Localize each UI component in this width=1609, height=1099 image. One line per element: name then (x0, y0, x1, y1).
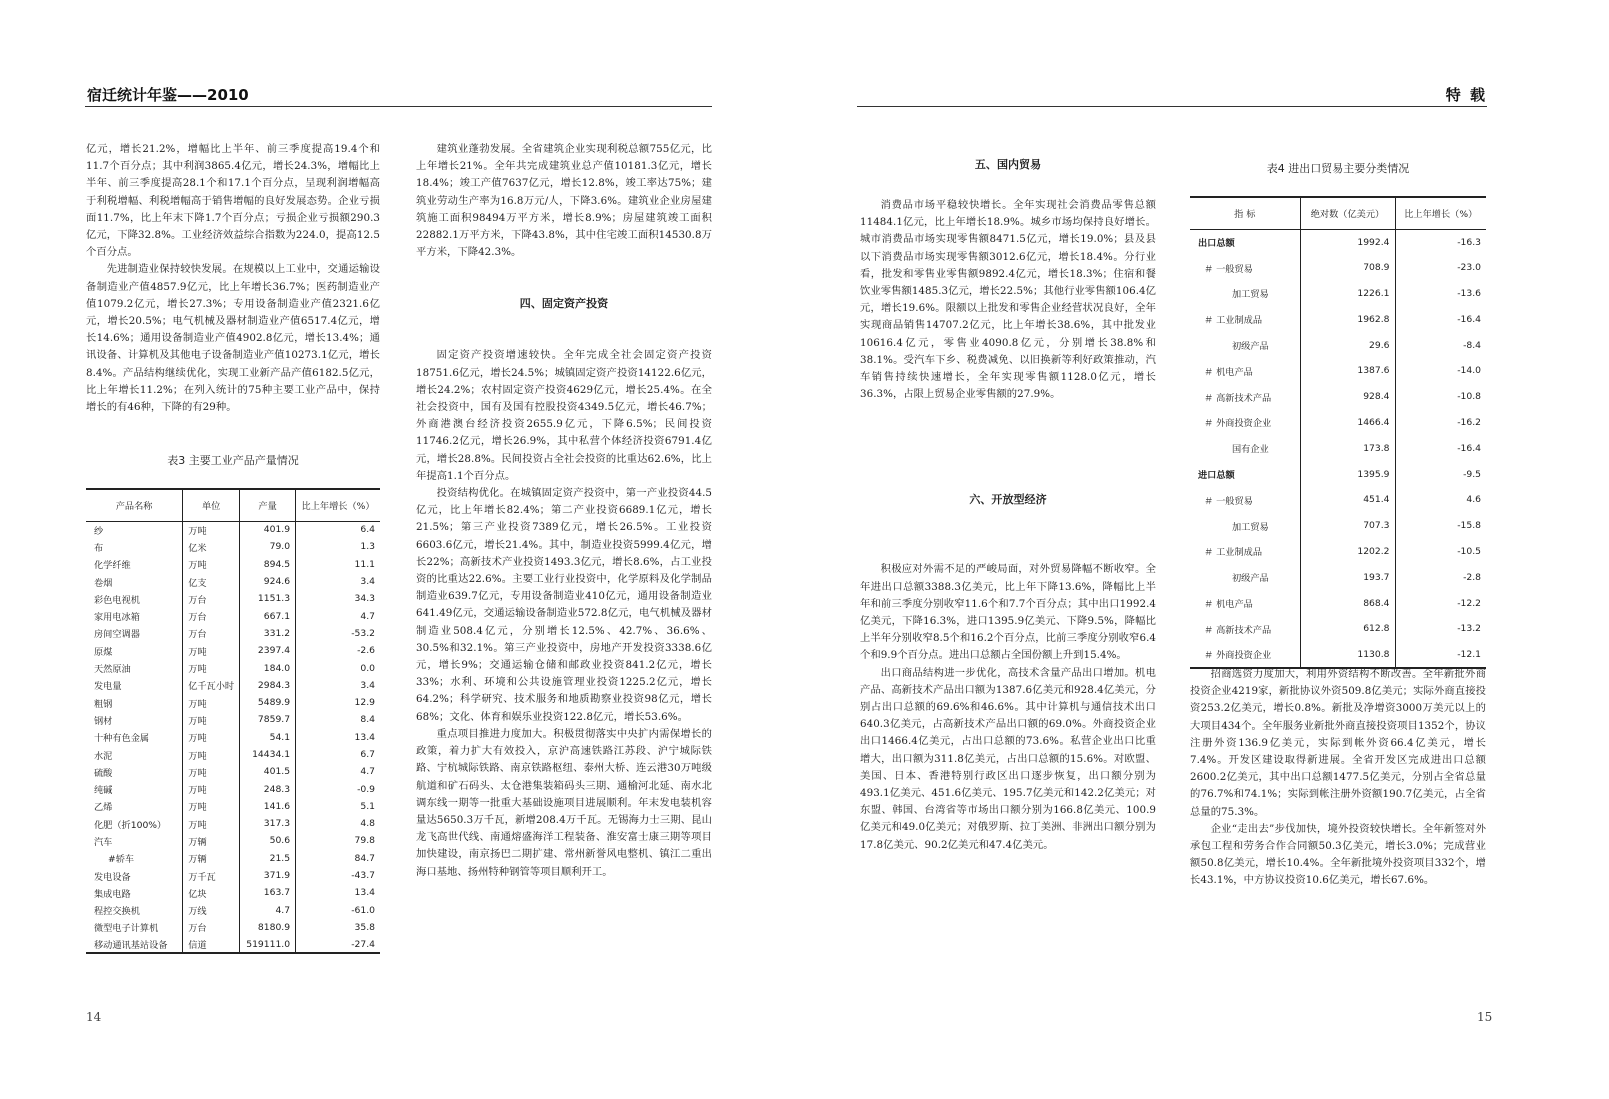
table-cell: 万辆 (183, 850, 240, 867)
table-cell: 1962.8 (1300, 306, 1395, 332)
table-cell: 微型电子计算机 (94, 923, 159, 935)
table-cell: -14.0 (1395, 358, 1486, 384)
left-column-2 (416, 141, 712, 881)
right-header-rule (857, 106, 1487, 107)
table-row (1190, 616, 1486, 642)
table-row (1190, 564, 1486, 590)
paragraph: 建筑业蓬勃发展。全省建筑企业实现利税总额755亿元，比上年增长21%。全年共完成建筑业总产值10181.3亿元，增长18.4%；竣工产值7637亿元，增长12.8%，竣工率达75%；建筑业劳动生产率为16.8万元/人，下降3.6%。建筑业企业房屋建筑施工面积98494万平方米，增长8.9%；房屋建筑竣工面积22882.1万平方米，下降43.8%，其中住宅竣工面积14530.8万平方米，下降42.3%。 (416, 143, 712, 259)
table-row (1190, 384, 1486, 410)
table-row (86, 607, 380, 624)
table-row (86, 746, 380, 763)
paragraph: 招商选资力度加大，利用外资结构不断改善。全年新批外商投资企业4219家，新批协议外资509.8亿美元；实际外商直接投资253.2亿美元，增长0.8%。新批及净增资3000万美元以上的大项目434个。全年服务业新批外商直接投资项目1352个，协议注册外资136.9亿美元，实际到帐外资66.4亿美元，增长7.4%。开发区建设取得新进展。全省开发区完成进出口总额2600.2亿美元，其中出口总额1477.5亿美元，分别占全省总量的76.7%和74.1%；实际到帐注册外资额190.7亿美元，占全省总量的75.3%。 (1190, 668, 1486, 818)
table-cell: -16.4 (1395, 306, 1486, 332)
table-cell: 万台 (183, 919, 240, 936)
table-cell: 34.3 (296, 590, 380, 607)
table-row (1190, 332, 1486, 358)
table-cell: 371.9 (240, 867, 296, 884)
table-row (1190, 255, 1486, 281)
left-column-1 (86, 141, 380, 416)
table-cell: 化学纤维 (94, 560, 131, 572)
table-row (86, 573, 380, 590)
table-cell: 布 (94, 542, 104, 554)
table3-header-cell: 产量 (240, 489, 296, 521)
table-cell: 401.9 (240, 521, 296, 538)
table-cell: 924.6 (240, 573, 296, 590)
paragraph: 重点项目推进力度加大。积极贯彻落实中央扩内需保增长的政策，着力扩大有效投入，京沪高速铁路江苏段、沪宁城际铁路、宁杭城际铁路、南京铁路枢纽、泰州大桥、连云港30万吨级航道和矿石码头、太仓港集装箱码头三期、通榆河北延、南水北调东线一期等一批重大基础设施项目进展顺利。年末发电装机容量达5650.3万千瓦，新增208.4万千瓦。无锡海力士三期、昆山龙飞高世代线、南通熔盛海洋工程装备、淮安富士康三期等项目加快建设，南京扬巴二期扩建、常州新誉风电整机、镇江二重出海口基地、扬州特种钢管等项目顺利开工。 (416, 727, 712, 878)
table-cell: 亿支 (183, 573, 240, 590)
table-cell: 2397.4 (240, 642, 296, 659)
table-cell: ＃ 机电产品 (1204, 599, 1253, 611)
table-cell: 万吨 (183, 746, 240, 763)
table-row (86, 763, 380, 780)
table-row (1190, 461, 1486, 487)
table-row (86, 642, 380, 659)
table-row (1190, 539, 1486, 565)
table-row (86, 832, 380, 849)
table-cell: 8.4 (296, 711, 380, 728)
table-cell: 8180.9 (240, 919, 296, 936)
table3-header-cell: 比上年增长（%） (296, 489, 380, 521)
paragraph: 企业“走出去”步伐加快，境外投资较快增长。全年新签对外承包工程和劳务合作合同额50.3亿美元，增长3.0%；完成营业额50.8亿美元，增长10.4%。全年新批境外投资项目332个，增长43.1%，中方协议投资10.6亿美元，增长67.6%。 (1190, 822, 1486, 887)
paragraph: 出口商品结构进一步优化，高技术含量产品出口增加。机电产品、高新技术产品出口额为1387.6亿美元和928.4亿美元，分别占出口总额的69.6%和46.6%。其中计算机与通信技术出口640.3亿美元，占高新技术产品出口额的69.0%。外商投资企业出口1466.4亿美元，占出口总额的73.6%。私营企业出口比重增大，出口额为311.8亿美元，占出口总额的15.6%。对欧盟、美国、日本、香港特别行政区出口逐步恢复，出口额分别为493.1亿美元、451.6亿美元、195.7亿美元和142.2亿美元；对东盟、韩国、台湾省等市场出口额分别为166.8亿美元、100.9亿美元和49.0亿美元；对俄罗斯、拉丁美洲、非洲出口额分别为17.8亿美元、90.2亿美元和47.4亿美元。 (860, 666, 1156, 851)
table-row (86, 798, 380, 815)
table-cell: 13.4 (296, 884, 380, 901)
table-cell: 万台 (183, 590, 240, 607)
table-cell: 初级产品 (1232, 341, 1269, 353)
table-cell: 928.4 (1300, 384, 1395, 410)
table-cell: 信道 (183, 936, 240, 953)
table-cell: 原煤 (94, 646, 113, 658)
table-cell: 初级产品 (1232, 573, 1269, 585)
table-row (1190, 306, 1486, 332)
table-cell: 万吨 (183, 729, 240, 746)
table-cell: 万吨 (183, 711, 240, 728)
paragraph: 投资结构优化。在城镇固定资产投资中，第一产业投资44.5亿元，比上年增长82.4%；第二产业投资6689.1亿元，增长21.5%；第三产业投资7389亿元，增长26.5%。工业投资6603.6亿元，增长21.4%。其中，制造业投资5999.4亿元，增长22%；高新技术产业投资1493.3亿元，增长8.6%，占工业投资的比重达22.6%。主要工业行业投资中，化学原料及化学制品制造业639.7亿元，专用设备制造业410亿元，通用设备制造业641.49亿元，交通运输设备制造业572.8亿元，电气机械及器材制造业508.4亿元，分别增长12.5%、42.7%、36.6%、30.5%和32.1%。第三产业投资中，房地产开发投资3338.6亿元，增长9%；交通运输仓储和邮政业投资841.2亿元，增长33%；水利、环境和公共设施管理业投资1225.2亿元，增长64.2%；科学研究、技术服务和地质勘察业投资98亿元，增长68%；文化、体育和娱乐业投资122.8亿元，增长53.6%。 (416, 487, 712, 723)
table-row (86, 902, 380, 919)
table-cell: 亿块 (183, 884, 240, 901)
table-cell: 50.6 (240, 832, 296, 849)
table-cell: 248.3 (240, 780, 296, 797)
table-cell: 141.6 (240, 798, 296, 815)
table3-industrial-products (86, 488, 380, 954)
table3-header-cell: 产品名称 (86, 489, 183, 521)
table-cell: 1202.2 (1300, 539, 1395, 565)
table-cell: -12.1 (1395, 642, 1486, 668)
table-cell: 亿千瓦小时 (183, 677, 240, 694)
table-cell: 天然原油 (94, 664, 131, 676)
table-cell: 发电设备 (94, 871, 131, 883)
table-cell: 708.9 (1300, 255, 1395, 281)
table-row (86, 625, 380, 642)
table-cell: 29.6 (1300, 332, 1395, 358)
table-row (1190, 229, 1486, 255)
table-cell: 519111.0 (240, 936, 296, 953)
right-page (805, 0, 1609, 1099)
table3-header-cell: 单位 (183, 489, 240, 521)
table-cell: ＃ 机电产品 (1204, 366, 1253, 378)
table-cell: 0.0 (296, 659, 380, 676)
section5-title: 五、国内贸易 (974, 158, 1042, 171)
table-cell: ＃ 高新技术产品 (1204, 392, 1272, 404)
table-cell: 7859.7 (240, 711, 296, 728)
table-cell: -15.8 (1395, 513, 1486, 539)
table-cell: 十种有色金属 (94, 733, 150, 745)
table-cell: 401.5 (240, 763, 296, 780)
table-cell: 1466.4 (1300, 410, 1395, 436)
table4-trade-categories (1190, 196, 1486, 669)
table-cell: 14434.1 (240, 746, 296, 763)
table-cell: ＃ 高新技术产品 (1204, 624, 1272, 636)
table4-header-cell: 指 标 (1190, 197, 1300, 229)
paragraph: 消费品市场平稳较快增长。全年实现社会消费品零售总额11484.1亿元，比上年增长18.9%。城乡市场均保持良好增长。城市消费品市场实现零售额8471.5亿元，增长19.0%；县及县以下消费品市场实现零售额3012.6亿元，增长18.4%。分行业看，批发和零售业零售额9892.4亿元，增长18.3%；住宿和餐饮业零售额1485.3亿元，增长22.5%；其他行业零售额106.4亿元，增长19.6%。限额以上批发和零售企业经营状况良好，全年实现商品销售14707.2亿元，比上年增长38.6%，其中批发业10616.4亿元，零售业4090.8亿元，分别增长38.8%和38.1%。受汽车下乡、税费减免、以旧换新等利好政策推动，汽车销售持续快速增长，全年实现零售额1128.0亿元，增长36.3%，占限上贸易企业零售额的27.9%。 (860, 199, 1156, 401)
table-row (86, 729, 380, 746)
table-cell: 万吨 (183, 521, 240, 538)
table-row (86, 919, 380, 936)
table-row (86, 659, 380, 676)
table-cell: 21.5 (240, 850, 296, 867)
table-cell: 万吨 (183, 763, 240, 780)
table-cell: 4.7 (240, 902, 296, 919)
table-cell: 进口总额 (1198, 470, 1235, 482)
table4-header-row (1190, 197, 1486, 229)
table-cell: 1130.8 (1300, 642, 1395, 668)
table-cell: -2.6 (296, 642, 380, 659)
table-cell: ＃ 外商投资企业 (1204, 418, 1272, 430)
right-page-number: 15 (1477, 1010, 1493, 1024)
table4-header-cell: 比上年增长（%） (1395, 197, 1486, 229)
table-cell: 84.7 (296, 850, 380, 867)
table-cell: -8.4 (1395, 332, 1486, 358)
table-cell: -10.5 (1395, 539, 1486, 565)
right-column-3 (860, 156, 1156, 854)
table-cell: #轿车 (108, 854, 135, 866)
table-cell: 加工贸易 (1232, 521, 1269, 533)
table-cell: -16.4 (1395, 435, 1486, 461)
table-row (1190, 487, 1486, 513)
paragraph: 先进制造业保持较快发展。在规模以上工业中，交通运输设备制造业产值4857.9亿元，比上年增长36.7%；医药制造业产值1079.2亿元，增长27.3%；专用设备制造业产值2321.6亿元，增长20.5%；电气机械及器材制造业产值6517.4亿元，增长14.6%；通用设备制造业产值4902.8亿元，增长13.4%；通讯设备、计算机及其他电子设备制造业产值10273.1亿元，增长8.4%。产品结构继续优化，实现工业新产品产值6182.5亿元，比上年增长11.2%；在列入统计的75种主要工业产品中，保持增长的有46种，下降的有29种。 (86, 263, 380, 414)
table-row (1190, 281, 1486, 307)
table-cell: 万吨 (183, 556, 240, 573)
table-cell: 移动通讯基站设备 (86, 936, 183, 953)
table-cell: 水泥 (94, 750, 113, 762)
table-cell: 3.4 (296, 573, 380, 590)
table-cell: 12.9 (296, 694, 380, 711)
paragraph: 积极应对外需不足的严峻局面，对外贸易降幅不断收窄。全年进出口总额3388.3亿美元，比上年下降13.6%，降幅比上半年和前三季度分别收窄11.6个和7.7个百分点；其中出口1992.4亿美元，下降16.3%，进口1395.9亿美元、下降9.5%，降幅比上半年分别收窄8.5个和16.2个百分点，比前三季度分别收窄6.4个和9.9个百分点。进出口总额占全国份额上升到15.4%。 (860, 563, 1156, 662)
table-cell: 万线 (183, 902, 240, 919)
table-cell: 粗钢 (94, 698, 113, 710)
table-cell: -16.3 (1395, 229, 1486, 255)
section6-title: 六、开放型经济 (969, 493, 1047, 507)
table-cell: 万吨 (183, 798, 240, 815)
table-cell: -12.2 (1395, 590, 1486, 616)
table-cell: 化肥（折100%） (94, 819, 167, 831)
table-cell: 4.7 (296, 763, 380, 780)
table-cell: 4.6 (1395, 487, 1486, 513)
table-cell: 868.4 (1300, 590, 1395, 616)
table-cell: 79.8 (296, 832, 380, 849)
table-cell: 万吨 (183, 780, 240, 797)
table-cell: 193.7 (1300, 564, 1395, 590)
table-cell: 乙烯 (94, 802, 113, 814)
table-cell: 4.8 (296, 815, 380, 832)
table-cell: 房间空调器 (94, 629, 140, 641)
table-cell: 13.4 (296, 729, 380, 746)
table-row (86, 711, 380, 728)
table-cell: 5489.9 (240, 694, 296, 711)
table3-header-row (86, 489, 380, 521)
table-cell: ＃ 一般贸易 (1204, 495, 1253, 507)
table-cell: 35.8 (296, 919, 380, 936)
table-cell: 6.4 (296, 521, 380, 538)
table-cell: 54.1 (240, 729, 296, 746)
table-cell: 317.3 (240, 815, 296, 832)
table-row (86, 590, 380, 607)
table-cell: 3.4 (296, 677, 380, 694)
table-cell: 667.1 (240, 607, 296, 624)
table-cell: 451.4 (1300, 487, 1395, 513)
table-cell: 万辆 (183, 832, 240, 849)
left-running-header: 宿迁统计年鉴——2010 (87, 86, 249, 104)
table-cell: 万吨 (183, 815, 240, 832)
table-row (86, 936, 380, 953)
paragraph: 亿元，增长21.2%，增幅比上半年、前三季度提高19.4个和11.7个百分点；其中利润3865.4亿元，增长24.3%，增幅比上半年、前三季度提高28.1个和17.1个百分点，呈现利润增幅高于利税增幅、利税增幅高于销售增幅的良好发展态势。企业亏损面11.7%，比上年末下降1.7个百分点；亏损企业亏损额290.3亿元，下降32.8%。工业经济效益综合指数为224.0，提高12.5个百分点。 (86, 143, 380, 259)
table-cell: 程控交换机 (94, 906, 140, 918)
section4-title: 四、固定资产投资 (519, 297, 609, 311)
table-row (86, 556, 380, 573)
table-cell: 1226.1 (1300, 281, 1395, 307)
table-cell: 万台 (183, 625, 240, 642)
table-cell: 万千瓦 (183, 867, 240, 884)
table-cell: 集成电路 (94, 888, 131, 900)
table-cell: 纯碱 (94, 785, 113, 797)
right-column-4 (1190, 666, 1486, 890)
table-cell: -23.0 (1395, 255, 1486, 281)
table-cell: -53.2 (296, 625, 380, 642)
left-page-number: 14 (86, 1010, 102, 1024)
table-cell: 2984.3 (240, 677, 296, 694)
table-row (1190, 513, 1486, 539)
table-row (1190, 642, 1486, 668)
table-row (86, 815, 380, 832)
table-cell: 家用电冰箱 (94, 612, 140, 624)
table-cell: 5.1 (296, 798, 380, 815)
table-row (86, 850, 380, 867)
table3-caption: 表3 主要工业产品产量情况 (167, 454, 299, 467)
table4-header-cell: 绝对数（亿美元） (1300, 197, 1395, 229)
table-cell: -13.6 (1395, 281, 1486, 307)
table-cell: -10.8 (1395, 384, 1486, 410)
table-cell: -9.5 (1395, 461, 1486, 487)
table-row (86, 538, 380, 555)
table-cell: 硫酸 (94, 767, 113, 779)
table-cell: 发电量 (94, 681, 122, 693)
table-cell: -2.8 (1395, 564, 1486, 590)
table-cell: ＃ 工业制成品 (1204, 315, 1263, 327)
table-row (86, 694, 380, 711)
table-row (1190, 590, 1486, 616)
table-cell: 163.7 (240, 884, 296, 901)
table-cell: 亿米 (183, 538, 240, 555)
table-cell: 11.1 (296, 556, 380, 573)
table-row (86, 677, 380, 694)
paragraph: 固定资产投资增速较快。全年完成全社会固定资产投资18751.6亿元，增长24.5%；城镇固定资产投资14122.6亿元，增长24.2%；农村固定资产投资4629亿元，增长25.4%。在全社会投资中，国有及国有控股投资4349.5亿元，增长46.7%；外商港澳台经济投资2655.9亿元，下降6.5%；民间投资11746.2亿元，增长26.9%，其中私营个体经济投资6791.4亿元，增长28.8%。民间投资占全社会投资的比重达62.6%，比上年提高1.1个百分点。 (416, 349, 712, 482)
table-cell: 1151.3 (240, 590, 296, 607)
left-header-rule (85, 106, 712, 107)
table-cell: 卷烟 (94, 577, 113, 589)
table-cell: 万吨 (183, 659, 240, 676)
table-cell: 1992.4 (1300, 229, 1395, 255)
table4-caption: 表4 进出口贸易主要分类情况 (1266, 162, 1410, 175)
table-cell: 184.0 (240, 659, 296, 676)
table-cell: ＃ 一般贸易 (1204, 263, 1253, 275)
table-cell: 万吨 (183, 694, 240, 711)
table-cell: 707.3 (1300, 513, 1395, 539)
table-cell: 1.3 (296, 538, 380, 555)
table-cell: -16.2 (1395, 410, 1486, 436)
table-row (86, 884, 380, 901)
table-cell: 国有企业 (1232, 444, 1269, 456)
table-cell: ＃ 外商投资企业 (1190, 642, 1300, 668)
table-cell: 加工贸易 (1232, 289, 1269, 301)
right-running-header: 特 载 (1445, 86, 1487, 104)
table-cell: 彩色电视机 (94, 594, 140, 606)
table-cell: ＃ 工业制成品 (1204, 547, 1263, 559)
table-cell: 万吨 (183, 642, 240, 659)
table-row (86, 521, 380, 538)
table-cell: -43.7 (296, 867, 380, 884)
table-cell: 钢材 (94, 715, 113, 727)
table-cell: 1387.6 (1300, 358, 1395, 384)
table-cell: 1395.9 (1300, 461, 1395, 487)
table-cell: 331.2 (240, 625, 296, 642)
table-row (1190, 435, 1486, 461)
table-cell: 4.7 (296, 607, 380, 624)
table-cell: 出口总额 (1198, 238, 1235, 250)
table-cell: 6.7 (296, 746, 380, 763)
table-row (1190, 410, 1486, 436)
table-row (86, 867, 380, 884)
table-cell: 纱 (94, 525, 104, 537)
table-cell: 万台 (183, 607, 240, 624)
table-cell: 汽车 (94, 836, 113, 848)
table-row (86, 780, 380, 797)
table-cell: 173.8 (1300, 435, 1395, 461)
table-cell: -13.2 (1395, 616, 1486, 642)
left-page (0, 0, 800, 1099)
table-row (1190, 358, 1486, 384)
table-cell: -0.9 (296, 780, 380, 797)
table-cell: 79.0 (240, 538, 296, 555)
table-cell: -27.4 (296, 936, 380, 953)
table-cell: 894.5 (240, 556, 296, 573)
table-cell: 612.8 (1300, 616, 1395, 642)
table-cell: -61.0 (296, 902, 380, 919)
